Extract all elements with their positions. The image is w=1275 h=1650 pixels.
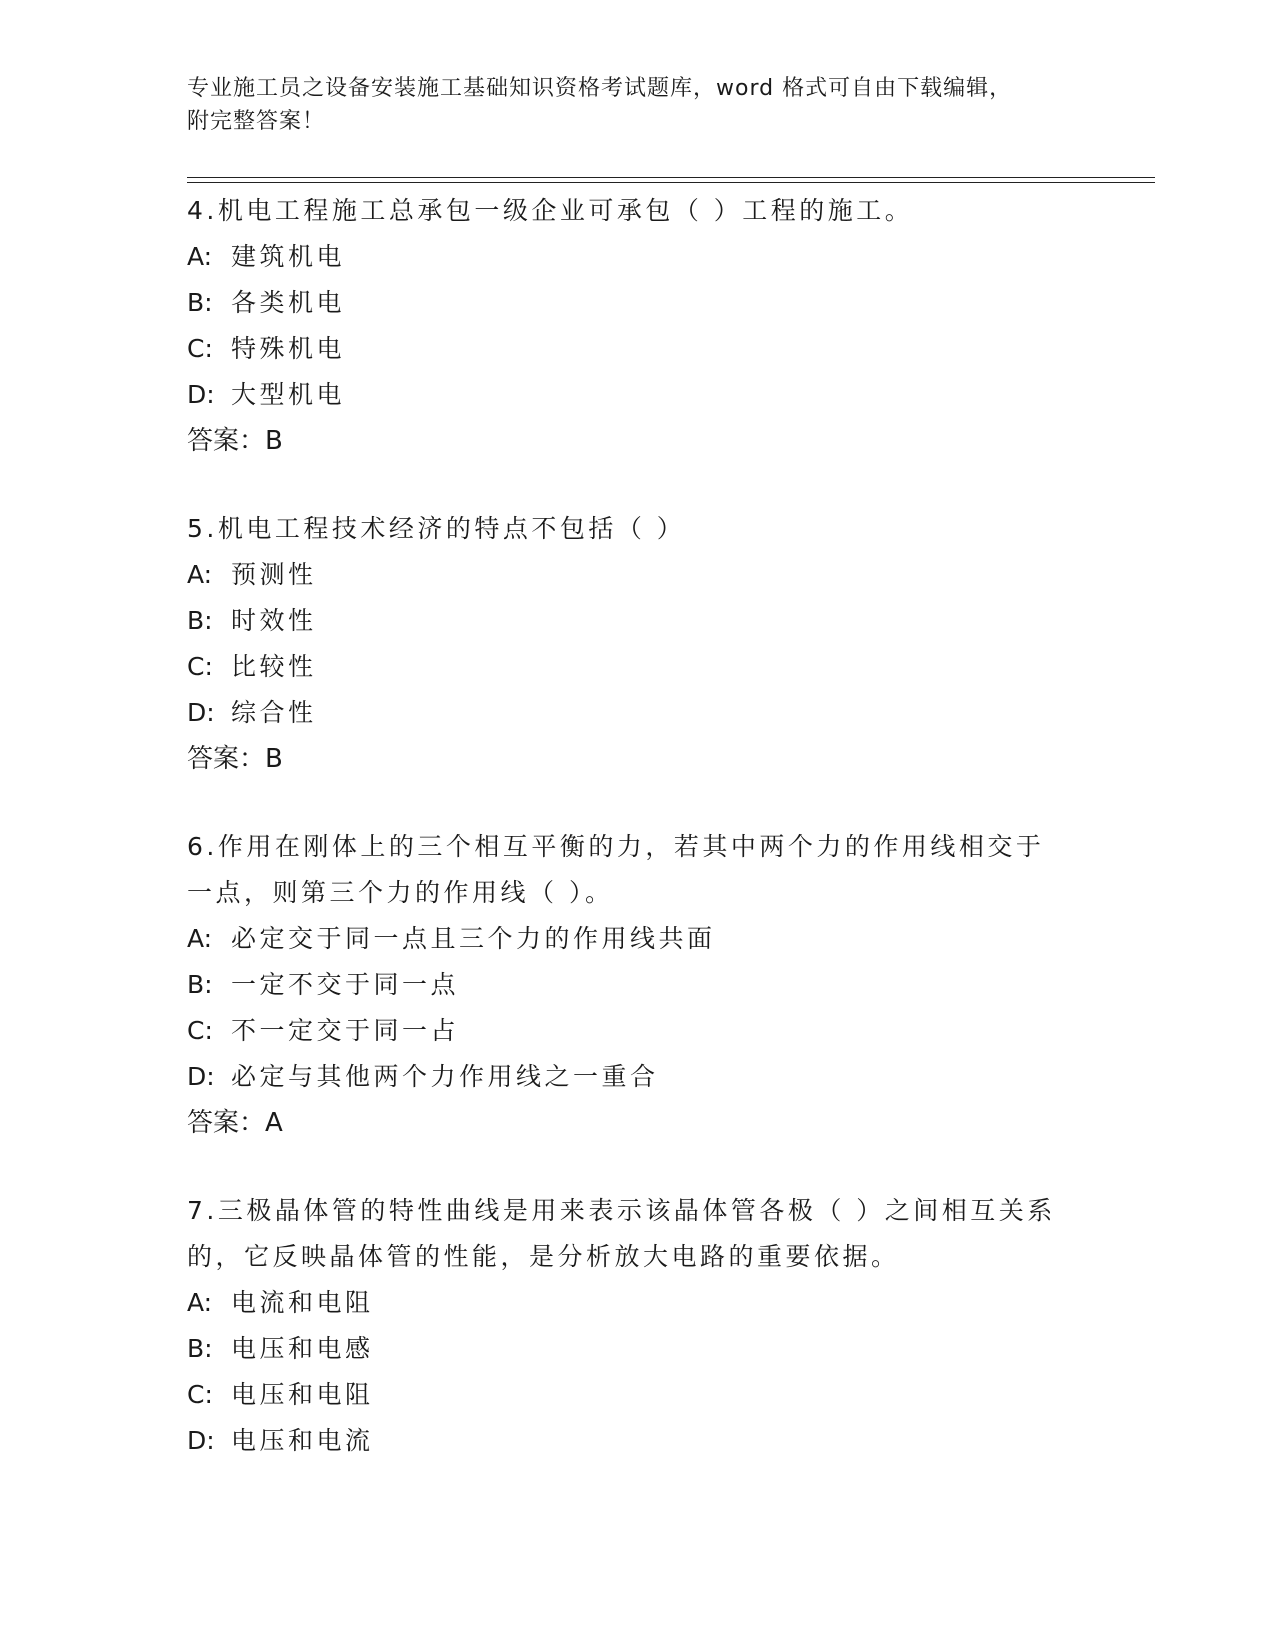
question-item [187, 824, 1087, 1146]
option-b [187, 598, 1087, 644]
option-text: 电压和电阻 [231, 1380, 374, 1409]
option-letter: C: [187, 334, 213, 363]
option-letter: B: [187, 970, 213, 999]
option-letter: D: [187, 698, 215, 727]
option-c [187, 326, 1087, 372]
option-letter: B: [187, 606, 213, 635]
question-item [187, 506, 1087, 782]
option-text: 预测性 [231, 560, 317, 589]
question-stem-continued: 的，它反映晶体管的性能，是分析放大电路的重要依据。 [187, 1242, 900, 1271]
option-text: 必定交于同一点且三个力的作用线共面 [231, 924, 716, 953]
option-text: 综合性 [231, 698, 317, 727]
option-text: 大型机电 [231, 380, 346, 409]
option-text: 一定不交于同一点 [231, 970, 460, 999]
answer-line: 答案：A [187, 1108, 283, 1138]
option-c [187, 644, 1087, 690]
option-a [187, 916, 1087, 962]
option-a [187, 552, 1087, 598]
option-text: 电流和电阻 [231, 1288, 374, 1317]
question-stem: 7.三极晶体管的特性曲线是用来表示该晶体管各极（ ）之间相互关系 [187, 1196, 1056, 1225]
option-letter: A: [187, 242, 213, 271]
option-d [187, 1054, 1087, 1100]
option-text: 各类机电 [231, 288, 346, 317]
option-d [187, 690, 1087, 736]
option-b [187, 1326, 1087, 1372]
option-letter: B: [187, 288, 213, 317]
option-b [187, 280, 1087, 326]
question-stem-continued: 一点，则第三个力的作用线（ ）。 [187, 878, 614, 907]
option-letter: B: [187, 1334, 213, 1363]
option-letter: A: [187, 560, 213, 589]
option-text: 电压和电感 [231, 1334, 374, 1363]
option-c [187, 1008, 1087, 1054]
option-letter: D: [187, 1062, 215, 1091]
question-stem: 5.机电工程技术经济的特点不包括（ ） [187, 514, 686, 543]
option-text: 建筑机电 [231, 242, 346, 271]
option-c [187, 1372, 1087, 1418]
option-d [187, 1418, 1087, 1464]
option-b [187, 962, 1087, 1008]
header-divider-top [187, 177, 1155, 178]
header-line-2: 附完整答案！ [187, 109, 326, 134]
option-text: 不一定交于同一占 [231, 1016, 460, 1045]
question-stem: 4.机电工程施工总承包一级企业可承包（ ）工程的施工。 [187, 196, 914, 225]
answer-line: 答案：B [187, 426, 283, 456]
header-line-1: 专业施工员之设备安装施工基础知识资格考试题库，word 格式可自由下载编辑， [187, 76, 1013, 101]
option-text: 必定与其他两个力作用线之一重合 [231, 1062, 659, 1091]
question-stem: 6.作用在刚体上的三个相互平衡的力，若其中两个力的作用线相交于 [187, 832, 1045, 861]
option-letter: C: [187, 1016, 213, 1045]
question-item [187, 188, 1087, 464]
option-letter: A: [187, 924, 213, 953]
option-letter: D: [187, 1426, 215, 1455]
option-letter: D: [187, 380, 215, 409]
option-a [187, 234, 1087, 280]
option-text: 电压和电流 [231, 1426, 374, 1455]
option-text: 特殊机电 [231, 334, 346, 363]
option-letter: A: [187, 1288, 213, 1317]
option-letter: C: [187, 652, 213, 681]
option-letter: C: [187, 1380, 213, 1409]
option-text: 时效性 [231, 606, 317, 635]
option-text: 比较性 [231, 652, 317, 681]
question-item [187, 1188, 1087, 1464]
question-list [187, 188, 1087, 1506]
option-a [187, 1280, 1087, 1326]
document-header [187, 72, 1087, 138]
header-divider-bottom [187, 182, 1155, 183]
option-d [187, 372, 1087, 418]
answer-line: 答案：B [187, 744, 283, 774]
